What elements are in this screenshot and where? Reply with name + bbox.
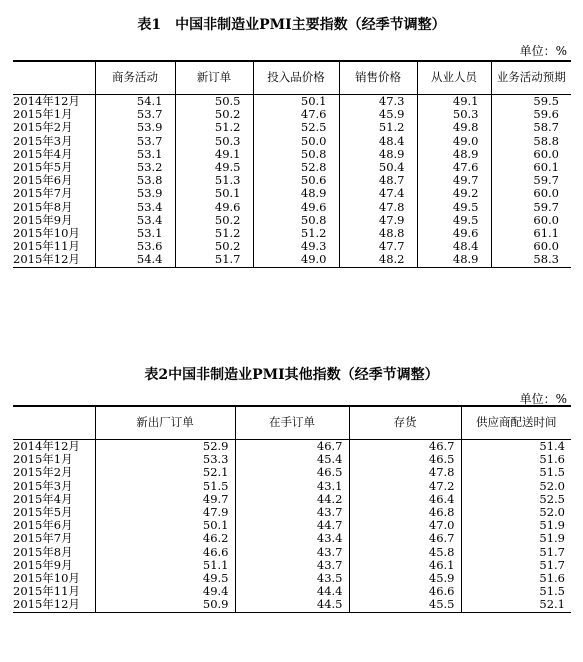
table-cell: 50.2 — [175, 240, 253, 253]
table-row — [13, 121, 571, 134]
table-cell: 43.7 — [235, 506, 349, 519]
row-date-cell: 2014年12月 — [13, 439, 80, 453]
table-cell: 53.7 — [95, 108, 175, 121]
table-row — [13, 480, 571, 493]
table-cell: 49.5 — [417, 214, 491, 227]
table-cell: 51.1 — [95, 559, 235, 572]
table-cell: 44.4 — [235, 585, 349, 598]
table-cell: 47.8 — [339, 201, 417, 214]
table2-body — [13, 440, 571, 613]
table-row — [13, 532, 571, 545]
row-date-cell: 2015年1月 — [13, 453, 73, 467]
row-date-cell: 2015年2月 — [13, 121, 73, 135]
table1-col-header-0 — [13, 61, 95, 95]
table-cell: 58.3 — [491, 253, 571, 267]
table-cell: 50.1 — [95, 519, 235, 532]
table-cell: 49.5 — [95, 572, 235, 585]
table-cell: 49.4 — [95, 585, 235, 598]
table-cell: 47.7 — [339, 240, 417, 253]
table-cell: 46.6 — [95, 546, 235, 559]
row-date-cell: 2015年9月 — [13, 213, 73, 227]
table-cell: 52.0 — [461, 506, 571, 519]
table-cell: 49.1 — [175, 148, 253, 161]
table-cell: 60.0 — [491, 187, 571, 200]
row-date-cell: 2015年10月 — [13, 227, 80, 241]
table-cell: 45.9 — [339, 108, 417, 121]
table-cell: 46.6 — [349, 585, 461, 598]
table-cell: 48.4 — [339, 135, 417, 148]
table-cell: 51.9 — [461, 532, 571, 545]
table-cell: 53.8 — [95, 174, 175, 187]
table-row — [13, 453, 571, 466]
row-date-cell: 2015年3月 — [13, 479, 73, 493]
row-date-cell: 2015年4月 — [13, 147, 73, 161]
table-row — [13, 227, 571, 240]
table-cell: 44.2 — [235, 493, 349, 506]
table2-col-header-1: 新出厂订单 — [95, 406, 235, 440]
table-cell: 47.9 — [95, 506, 235, 519]
table-cell: 53.4 — [95, 214, 175, 227]
table-cell: 44.5 — [235, 598, 349, 612]
table-row — [13, 95, 571, 109]
table-cell: 47.6 — [253, 108, 339, 121]
table-row — [13, 493, 571, 506]
table-cell: 51.5 — [461, 466, 571, 479]
table-cell: 48.9 — [253, 187, 339, 200]
table-row — [13, 559, 571, 572]
table-cell: 48.4 — [417, 240, 491, 253]
table-row — [13, 466, 571, 479]
table-cell: 48.7 — [339, 174, 417, 187]
table1-header-row — [13, 61, 571, 95]
row-date-cell: 2015年1月 — [13, 108, 73, 122]
table-cell: 49.5 — [175, 161, 253, 174]
table-cell: 50.2 — [175, 108, 253, 121]
table-cell: 49.6 — [253, 201, 339, 214]
table-cell: 51.2 — [253, 227, 339, 240]
table1-col-header-1: 商务活动 — [95, 61, 175, 95]
table-cell: 47.6 — [417, 161, 491, 174]
table-row — [13, 161, 571, 174]
table-cell: 50.0 — [253, 135, 339, 148]
row-date-cell: 2015年6月 — [13, 174, 73, 188]
table-cell: 49.8 — [417, 121, 491, 134]
table-cell: 54.4 — [95, 253, 175, 267]
table-cell: 51.2 — [339, 121, 417, 134]
table-cell: 49.5 — [417, 201, 491, 214]
table1-title: 表1 中国非制造业PMI主要指数（经季节调整） — [137, 17, 446, 33]
table-cell: 46.7 — [235, 440, 349, 454]
row-date-cell: 2015年7月 — [13, 532, 73, 546]
row-date-cell: 2015年12月 — [13, 253, 95, 267]
table-cell: 51.6 — [461, 453, 571, 466]
row-date-cell: 2015年4月 — [13, 492, 73, 506]
table-cell: 50.9 — [95, 598, 235, 612]
table1-col-header-3: 投入品价格 — [253, 61, 339, 95]
table1-col-header-5: 从业人员 — [417, 61, 491, 95]
table-row — [13, 506, 571, 519]
table-row — [13, 253, 571, 267]
table-cell: 50.3 — [417, 108, 491, 121]
table2-col-header-0 — [13, 406, 95, 440]
table2-col-header-3: 存货 — [349, 406, 461, 440]
table-cell: 59.5 — [491, 95, 571, 109]
table-cell: 51.7 — [461, 546, 571, 559]
table-cell: 52.5 — [461, 493, 571, 506]
table-cell: 46.5 — [349, 453, 461, 466]
table-cell: 51.3 — [175, 174, 253, 187]
table-cell: 47.0 — [349, 519, 461, 532]
table-row — [13, 201, 571, 214]
table-row — [13, 585, 571, 598]
table-cell: 50.8 — [253, 214, 339, 227]
table-cell: 48.9 — [339, 148, 417, 161]
table-cell: 46.4 — [349, 493, 461, 506]
table-cell: 51.2 — [175, 227, 253, 240]
row-date-cell: 2015年8月 — [13, 200, 73, 214]
table2-title: 表2中国非制造业PMI其他指数（经季节调整） — [144, 367, 439, 383]
row-date-cell: 2015年2月 — [13, 466, 73, 480]
row-date-cell: 2015年6月 — [13, 519, 73, 533]
table1-col-header-6: 业务活动预期 — [491, 61, 571, 95]
table-cell: 53.3 — [95, 453, 235, 466]
table1-body — [13, 95, 571, 268]
table1-col-header-4: 销售价格 — [339, 61, 417, 95]
table-cell: 50.3 — [175, 135, 253, 148]
table-cell: 45.4 — [235, 453, 349, 466]
table2-col-header-2: 在手订单 — [235, 406, 349, 440]
table-cell: 49.6 — [417, 227, 491, 240]
table-cell: 43.5 — [235, 572, 349, 585]
table-cell: 47.3 — [339, 95, 417, 109]
table1 — [13, 60, 571, 268]
table-cell: 43.7 — [235, 559, 349, 572]
table-cell: 49.2 — [417, 187, 491, 200]
row-date-cell: 2015年8月 — [13, 545, 73, 559]
table-cell: 60.1 — [491, 161, 571, 174]
row-date-cell: 2015年5月 — [13, 506, 73, 520]
table-row — [13, 572, 571, 585]
table-cell: 53.4 — [95, 201, 175, 214]
table-cell: 51.6 — [461, 572, 571, 585]
table-cell: 50.4 — [339, 161, 417, 174]
table-cell: 49.7 — [417, 174, 491, 187]
table2-unit: 单位：% — [519, 392, 567, 406]
table-cell: 59.6 — [491, 108, 571, 121]
row-date-cell: 2014年12月 — [13, 94, 80, 108]
table1-col-header-2: 新订单 — [175, 61, 253, 95]
table-cell: 61.1 — [491, 227, 571, 240]
table-cell: 46.2 — [95, 532, 235, 545]
table-row — [13, 440, 571, 454]
table-cell: 47.8 — [349, 466, 461, 479]
table-cell: 46.8 — [349, 506, 461, 519]
table-cell: 59.7 — [491, 201, 571, 214]
table-cell: 50.1 — [175, 187, 253, 200]
table-row — [13, 187, 571, 200]
table-cell: 51.2 — [175, 121, 253, 134]
table-row — [13, 598, 571, 612]
row-date-cell: 2015年11月 — [13, 240, 80, 254]
table-cell: 46.7 — [349, 440, 461, 454]
table-cell: 43.7 — [235, 546, 349, 559]
table-cell: 47.9 — [339, 214, 417, 227]
table-cell: 46.1 — [349, 559, 461, 572]
table-cell: 47.2 — [349, 480, 461, 493]
table-cell: 53.7 — [95, 135, 175, 148]
table-cell: 49.3 — [253, 240, 339, 253]
table-row — [13, 214, 571, 227]
table-row — [13, 108, 571, 121]
table-cell: 46.5 — [235, 466, 349, 479]
table-cell: 53.1 — [95, 227, 175, 240]
table-cell: 50.1 — [253, 95, 339, 109]
table-cell: 53.6 — [95, 240, 175, 253]
row-date-cell: 2015年7月 — [13, 187, 73, 201]
table-cell: 52.5 — [253, 121, 339, 134]
table2-col-header-4: 供应商配送时间 — [461, 406, 571, 440]
table-cell: 49.0 — [253, 253, 339, 267]
row-date-cell: 2015年5月 — [13, 161, 73, 175]
table-cell: 51.7 — [175, 253, 253, 267]
table-cell: 51.5 — [95, 480, 235, 493]
table-cell: 52.1 — [95, 466, 235, 479]
table-cell: 49.0 — [417, 135, 491, 148]
row-date-cell: 2015年3月 — [13, 134, 73, 148]
table-cell: 47.4 — [339, 187, 417, 200]
table-cell: 43.4 — [235, 532, 349, 545]
table-cell: 52.9 — [95, 440, 235, 454]
table-cell: 59.7 — [491, 174, 571, 187]
table-cell: 53.2 — [95, 161, 175, 174]
table-cell: 60.0 — [491, 240, 571, 253]
table-cell: 53.9 — [95, 121, 175, 134]
table-row — [13, 519, 571, 532]
table-cell: 58.8 — [491, 135, 571, 148]
table-cell: 51.4 — [461, 440, 571, 454]
table-cell: 50.5 — [175, 95, 253, 109]
table-cell: 50.2 — [175, 214, 253, 227]
row-date-cell: 2015年9月 — [13, 558, 73, 572]
table1-unit: 单位：% — [519, 44, 567, 58]
table-cell: 50.6 — [253, 174, 339, 187]
table-row — [13, 148, 571, 161]
row-date-cell: 2015年11月 — [13, 585, 80, 599]
table-cell: 46.7 — [349, 532, 461, 545]
table-row — [13, 174, 571, 187]
table-cell: 53.9 — [95, 187, 175, 200]
table-cell: 52.8 — [253, 161, 339, 174]
table-cell: 49.6 — [175, 201, 253, 214]
table-row — [13, 135, 571, 148]
table-cell: 43.1 — [235, 480, 349, 493]
table2-header-row — [13, 406, 571, 440]
table-cell: 49.1 — [417, 95, 491, 109]
table-row — [13, 240, 571, 253]
table-cell: 52.0 — [461, 480, 571, 493]
table-cell: 52.1 — [461, 598, 571, 612]
table-cell: 45.5 — [349, 598, 461, 612]
table-cell: 48.2 — [339, 253, 417, 267]
table-cell: 51.9 — [461, 519, 571, 532]
table-cell: 48.9 — [417, 253, 491, 267]
table-cell: 45.9 — [349, 572, 461, 585]
table-cell: 48.9 — [417, 148, 491, 161]
table-cell: 50.8 — [253, 148, 339, 161]
table-cell: 48.8 — [339, 227, 417, 240]
row-date-cell: 2015年12月 — [13, 598, 95, 612]
table-cell: 51.7 — [461, 559, 571, 572]
table-cell: 45.8 — [349, 546, 461, 559]
table-cell: 60.0 — [491, 214, 571, 227]
table-cell: 44.7 — [235, 519, 349, 532]
table2 — [13, 405, 571, 613]
table-cell: 49.7 — [95, 493, 235, 506]
table-cell: 60.0 — [491, 148, 571, 161]
table-row — [13, 546, 571, 559]
row-date-cell: 2015年10月 — [13, 572, 80, 586]
table-cell: 51.5 — [461, 585, 571, 598]
table-cell: 54.1 — [95, 95, 175, 109]
table-cell: 58.7 — [491, 121, 571, 134]
table-cell: 53.1 — [95, 148, 175, 161]
